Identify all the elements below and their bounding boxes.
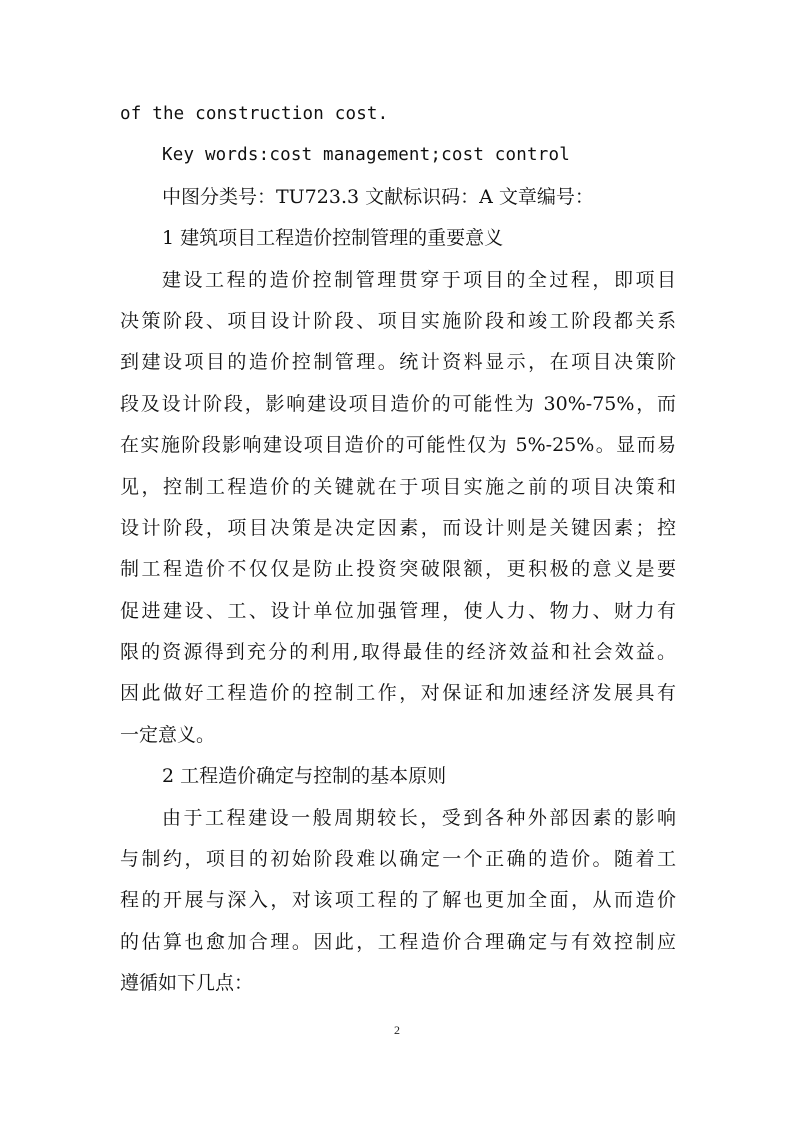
text-line — [120, 218, 676, 259]
text-line-content: 一定意义。 — [120, 723, 216, 746]
text-line — [120, 177, 676, 218]
text-line-content: 与制约，项目的初始阶段难以确定一个正确的造价。随着工 — [120, 848, 676, 871]
text-line-content: 2 工程造价确定与控制的基本原则 — [162, 765, 447, 788]
text-line-content: 促进建设、工、设计单位加强管理，使人力、物力、财力有 — [120, 599, 676, 622]
text-line-content: 限的资源得到充分的利用,取得最佳的经济效益和社会效益。 — [120, 641, 676, 664]
text-line-content: Key words:cost management;cost control — [162, 145, 570, 166]
text-line — [120, 260, 676, 301]
text-line — [120, 467, 676, 508]
text-line — [120, 798, 676, 839]
text-line — [120, 922, 676, 963]
text-line — [120, 508, 676, 549]
text-line — [120, 632, 676, 673]
text-line — [120, 425, 676, 466]
text-line — [120, 673, 676, 714]
text-line — [120, 756, 676, 797]
text-line — [120, 715, 676, 756]
text-line-content: 1 建筑项目工程造价控制管理的重要意义 — [162, 227, 504, 250]
text-line — [120, 94, 676, 135]
text-line — [120, 384, 676, 425]
text-line-content: 段及设计阶段，影响建设项目造价的可能性为 30%-75%，而 — [120, 392, 676, 415]
text-line — [120, 963, 676, 1004]
text-line-content: 设计阶段，项目决策是决定因素，而设计则是关键因素；控 — [120, 516, 676, 539]
text-line-content: 制工程造价不仅仅是防止投资突破限额，更积极的意义是要 — [120, 558, 676, 581]
text-line — [120, 549, 676, 590]
text-line-content: 见，控制工程造价的关键就在于项目实施之前的项目决策和 — [120, 475, 676, 498]
text-line-content: 在实施阶段影响建设项目造价的可能性仅为 5%-25%。显而易 — [120, 434, 676, 457]
text-line — [120, 591, 676, 632]
text-line-content: 的估算也愈加合理。因此，工程造价合理确定与有效控制应 — [120, 930, 676, 953]
text-line — [120, 880, 676, 921]
text-line-content: 决策阶段、项目设计阶段、项目实施阶段和竣工阶段都关系 — [120, 309, 676, 332]
text-line-content: 到建设项目的造价控制管理。统计资料显示，在项目决策阶 — [120, 351, 676, 374]
text-line-content: 由于工程建设一般周期较长，受到各种外部因素的影响 — [162, 806, 676, 829]
text-line — [120, 301, 676, 342]
text-line — [120, 135, 676, 176]
text-line-content: 程的开展与深入，对该项工程的了解也更加全面，从而造价 — [120, 889, 676, 912]
body-text — [120, 94, 676, 1005]
text-line — [120, 342, 676, 383]
text-line-content: of the construction cost. — [120, 104, 389, 124]
page-number: 2 — [394, 1023, 400, 1037]
text-line-content: 遵循如下几点： — [120, 972, 254, 995]
text-line-content: 建设工程的造价控制管理贯穿于项目的全过程，即项目 — [162, 268, 676, 291]
text-line — [120, 839, 676, 880]
text-line-content: 中图分类号：TU723.3 文献标识码：A 文章编号： — [162, 185, 594, 208]
text-line-content: 因此做好工程造价的控制工作，对保证和加速经济发展具有 — [120, 682, 676, 705]
